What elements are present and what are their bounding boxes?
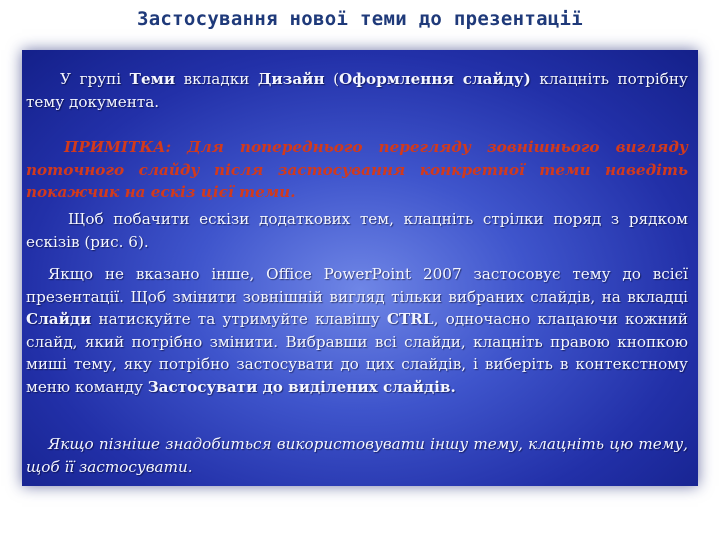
text-run: натискуйте та утримуйте клавішу <box>91 310 387 328</box>
bold-term-slide-design: Оформлення слайду) <box>339 70 531 88</box>
note-paragraph: ПРИМІТКА: Для попереднього перегляду зовнішнього вигляду поточного слайду після застосування конкретної теми наведіть покажчик на ескіз цієї теми. <box>26 138 688 201</box>
bold-term-design: Дизайн <box>257 70 325 88</box>
paragraph-thumbnails: Щоб побачити ескізи додаткових тем, клацніть стрілки поряд з рядком ескізів (рис. 6). <box>26 210 688 251</box>
text-run: У групі <box>60 70 130 88</box>
bold-term-ctrl: CTRL <box>386 310 434 328</box>
bold-term-slides: Слайди <box>26 310 92 328</box>
text-run: Якщо не вказано інше, Office PowerPoint 2007 застосовує тему до всієї презентації. Щоб змінити зовнішній вигляд тільки вибраних слайдів, на вкладці <box>26 265 688 306</box>
text-run: клацніть потрібну тему документа. <box>26 70 688 111</box>
paragraph-apply-selected <box>26 263 688 398</box>
bold-term-apply-command: Застосувати до виділених слайдів. <box>147 377 456 396</box>
text-run: вкладки <box>175 70 258 88</box>
paragraph-other-theme: Якщо пізніше знадобиться використовувати іншу тему, клацніть цю тему, щоб її застосувати. <box>26 435 688 476</box>
paragraph-themes-group <box>26 68 688 113</box>
text-run: , одночасно клацаючи кожний слайд, який потрібно змінити. Вибравши всі слайди, клацніть правою кнопкою миші тему, яку потрібно застосувати до цих слайдів, і виберіть в контекстному меню команду <box>26 310 688 396</box>
slide-title: Застосування нової теми до презентації <box>136 8 584 30</box>
text-run: ( <box>324 70 340 88</box>
bold-term-themes: Теми <box>129 70 176 88</box>
